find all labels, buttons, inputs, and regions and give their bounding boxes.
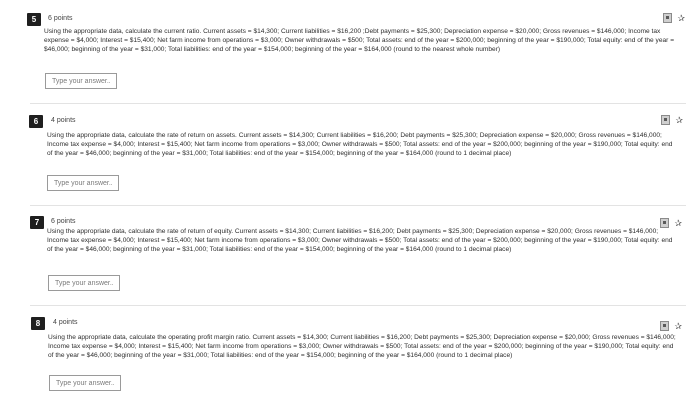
question-tools: [661, 115, 683, 125]
bookmark-icon[interactable]: [663, 13, 672, 23]
question-6: [0, 100, 700, 205]
pin-icon[interactable]: ✰: [675, 114, 683, 125]
question-7: [0, 205, 700, 305]
question-points: 6 points: [48, 15, 73, 22]
pin-icon[interactable]: ✰: [677, 12, 685, 23]
question-number: 8: [31, 317, 45, 330]
question-number: 7: [30, 216, 44, 229]
question-8: [0, 305, 700, 405]
question-number: 6: [29, 115, 43, 128]
question-points: 4 points: [51, 117, 76, 124]
question-text: Using the appropriate data, calculate the rate of return of equity. Current assets = $14,300; Current liabilities = $16,200; Debt payments = $25,300; Depreciation expense = $20,000; Gross revenues = $146,000; Income tax expense = $4,000; Interest = $15,400; Net farm income from operations = $3,000; Owner withdrawals = $500; Total assets: end of the year = $200,000; beginning of the year = $190,000; Total equity: end of the year = $46,000; beginning of the year = $31,000; Total liabilities: end of the year = $154,000; beginning of the year = $164,000 (round to 1 decimal place): [47, 228, 673, 254]
question-tools: [660, 321, 682, 331]
question-5: [0, 0, 700, 100]
answer-input[interactable]: [48, 275, 120, 291]
question-text: Using the appropriate data, calculate the current ratio. Current assets = $14,300; Current liabilities = $16,200 ;Debt payments = $25,300; Depreciation expense = $20,000; Gross revenues = $146,000; Income tax expense = $4,000; Interest = $15,400; Net farm income from operations = $3,000; Owner withdrawals = $500; Total assets: end of the year = $200,000; beginning of the year = $190,000; Total equity: end of the year = $46,000; beginning of the year = $31,000; Total liabilities: end of the year = $154,000; beginning of the year = $164,000 (round to the nearest whole number): [44, 28, 675, 54]
answer-input[interactable]: [47, 175, 119, 191]
question-points: 6 points: [51, 218, 76, 225]
answer-input[interactable]: [49, 375, 121, 391]
bookmark-icon[interactable]: [660, 321, 669, 331]
pin-icon[interactable]: ✰: [674, 217, 682, 228]
question-points: 4 points: [53, 319, 78, 326]
question-text: Using the appropriate data, calculate the rate of return on assets. Current assets = $14,300; Current liabilities = $16,200; Debt payments = $25,300; Depreciation expense = $20,000; Gross revenues = $146,000; Income tax expense = $4,000; Interest = $15,400; Net farm income from operations = $3,000; Owner withdrawals = $500; Total assets: end of the year = $200,000; beginning of the year = $190,000; Total equity: end of the year = $46,000; beginning of the year = $31,000; Total liabilities: end of the year = $154,000; beginning of the year = $164,000 (round to 1 decimal place): [47, 132, 673, 158]
bookmark-icon[interactable]: [661, 115, 670, 125]
question-tools: [663, 13, 685, 23]
answer-input[interactable]: [45, 73, 117, 89]
question-text: Using the appropriate data, calculate the operating profit margin ratio. Current assets = $14,300; Current liabilities = $16,200; Debt payments = $25,300; Depreciation expense = $20,000; Gross revenues = $146,000; Income tax expense = $4,000; Interest = $15,400; Net farm income from operations = $3,000; Owner withdrawals = $500; Total assets: end of the year = $200,000; beginning of the year = $190,000; Total equity: end of the year = $46,000; beginning of the year = $31,000; Total liabilities: end of the year = $154,000; beginning of the year = $164,000 (round to 1 decimal place): [48, 334, 676, 360]
question-number: 5: [27, 13, 41, 26]
pin-icon[interactable]: ✰: [674, 320, 682, 331]
